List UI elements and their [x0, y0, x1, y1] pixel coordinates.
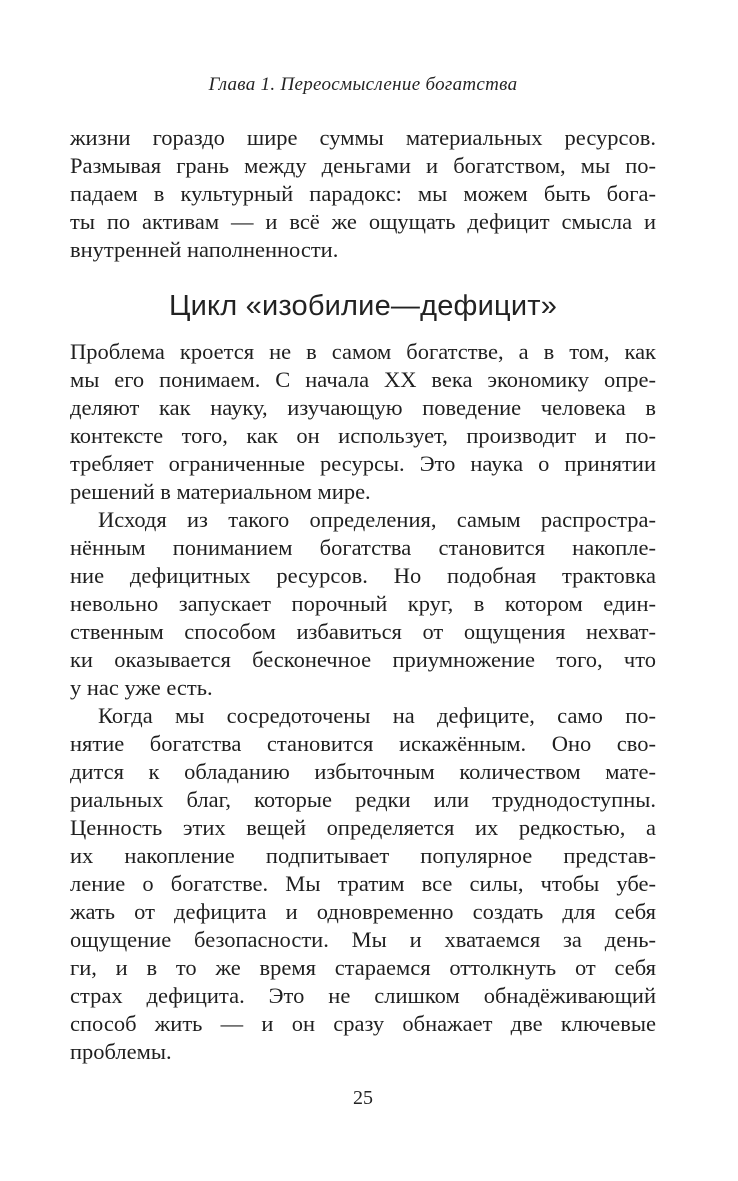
text-line: ги, и в то же время стараемся оттолкнуть от себя — [70, 955, 656, 980]
text-line: мы его понимаем. С начала XX века экономику опре- — [70, 367, 656, 392]
text-line: страх дефицита. Это не слишком обнадёживающий — [70, 983, 656, 1008]
running-head: Глава 1. Переосмысление богатства — [208, 74, 518, 95]
text-line: ление о богатстве. Мы тратим все силы, чтобы убе- — [70, 871, 656, 896]
paragraph-3 — [70, 506, 656, 702]
text-line: деляют как науку, изучающую поведение человека в — [70, 395, 656, 420]
paragraph-1 — [70, 124, 656, 264]
text-line: контексте того, как он использует, производит и по- — [70, 423, 656, 448]
text-line: нённым пониманием богатства становится накопле- — [70, 535, 656, 560]
section-heading: Цикл «изобилие—дефицит» — [168, 290, 558, 322]
text-block — [70, 124, 656, 1066]
text-line: дится к обладанию избыточным количеством мате- — [70, 759, 656, 784]
text-line: требляет ограниченные ресурсы. Это наука о принятии — [70, 451, 656, 476]
text-line: жать от дефицита и одновременно создать для себя — [70, 899, 656, 924]
text-line: проблемы. — [70, 1039, 172, 1064]
text-line: ты по активам — и всё же ощущать дефицит смысла и — [70, 209, 656, 234]
text-line: риальных благ, которые редки или труднодоступны. — [70, 787, 656, 812]
text-line: Проблема кроется не в самом богатстве, а в том, как — [70, 339, 656, 364]
text-line: жизни гораздо шире суммы материальных ресурсов. — [70, 125, 656, 150]
paragraph-4 — [70, 702, 656, 1066]
text-line: ственным способом избавиться от ощущения нехват- — [70, 619, 656, 644]
text-line: решений в материальном мире. — [70, 479, 371, 504]
text-line: Когда мы сосредоточены на дефиците, само по- — [98, 703, 656, 728]
text-line: Размывая грань между деньгами и богатством, мы по- — [70, 153, 656, 178]
text-line: у нас уже есть. — [70, 675, 213, 700]
text-line: ощущение безопасности. Мы и хватаемся за день- — [70, 927, 656, 952]
text-line: Ценность этих вещей определяется их редкостью, а — [70, 815, 656, 840]
text-line: способ жить — и он сразу обнажает две ключевые — [70, 1011, 656, 1036]
text-line: внутренней наполненности. — [70, 237, 339, 262]
text-line: ние дефицитных ресурсов. Но подобная трактовка — [70, 563, 656, 588]
text-line: их накопление подпитывает популярное представ- — [70, 843, 656, 868]
page-number: 25 — [353, 1087, 373, 1109]
text-line: нятие богатства становится искажённым. Оно сво- — [70, 731, 656, 756]
text-line: Исходя из такого определения, самым распростра- — [98, 507, 656, 532]
text-line: невольно запускает порочный круг, в котором един- — [70, 591, 656, 616]
text-line: падаем в культурный парадокс: мы можем быть бога- — [70, 181, 656, 206]
paragraph-2 — [70, 338, 656, 506]
text-line: ки оказывается бесконечное приумножение того, что — [70, 647, 656, 672]
